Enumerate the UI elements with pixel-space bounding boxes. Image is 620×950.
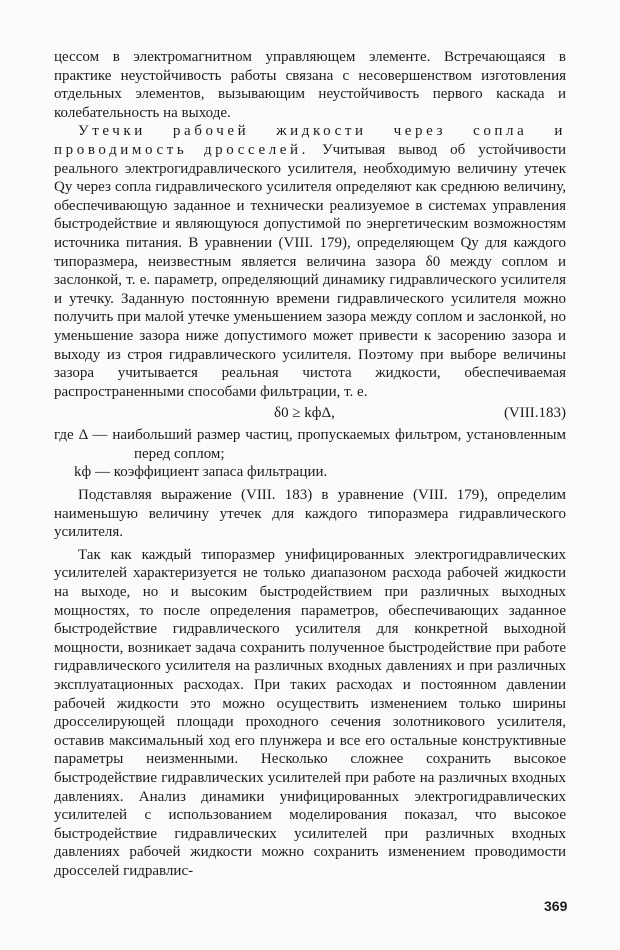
section-runin-heading: Утечки рабочей жидкости через сопла и проводимость дросселей. <box>54 123 566 158</box>
page-number: 369 <box>544 898 568 914</box>
definition-delta: где Δ — наибольший размер частиц, пропускаемых фильтром, установленным перед соплом; <box>54 427 566 462</box>
definition-kf: kф — коэффициент запаса фильтрации. <box>74 464 328 481</box>
paragraph-typesize: Так как каждый типоразмер унифицированных электрогидравлических усилителей характеризуется не только диапазоном расхода рабочей жидкости на выходе, но и высоким быстродействием при различных выходных мощностях, то после определения параметров, обеспечивающих заданное быстродействие гидравлического усилителя для конкретной выходной мощности, возникает задача сохранить полученное быстродействие при работе гидравлического усилителя на различных входных давлениях и при различных эксплуатационных расходах. При таких расходах и постоянном давлении рабочей жидкости это можно осуществить изменением только ширины дросселирующей площади проходного сечения золотникового усилителя, оставив максимальный ход его плунжера и все его остальные конструктивные параметры неизменными. Несколько сложнее сохранить высокое быстродействие гидравлических усилителей при работе на различных входных давлениях. Анализ динамики унифицированных электрогидравлических усилителей с использованием моделирования показал, что высокое быстродействие гидравлических усилителей при различных входных давлениях рабочей жидкости можно сохранить изменением проводимости дросселей гидравлис- <box>54 546 566 879</box>
text-column <box>54 48 566 881</box>
paragraph-leaks-body: Учитывая вывод об устойчивости реального электрогидравлического усилителя, необходимую величину утечек Qу через сопла гидравлического усилителя определяют как среднюю величину, обеспечивающую заданное и технически реализуемое в системах управления быстродействие и являющуюся допустимой по энергетическим возможностям источника питания. В уравнении (VIII. 179), определяющем Qу для каждого типоразмера, неизвестным является величина зазора δ0 между соплом и заслонкой, т. е. параметр, определяющий динамику гидравлического усилителя и утечку. Заданную постоянную времени гидравлического усилителя можно получить при малой утечке уменьшением зазора между соплом и заслонкой, но уменьшение зазора ниже допустимого может привести к засорению зазора и выходу из строя гидравлического усилителя. Поэтому при выборе величины зазора учитывается реальная чистота жидкости, обеспечиваемая распространенными способами фильтрации, т. е. <box>54 141 566 400</box>
formula-viii-183 <box>54 404 566 424</box>
paragraph-leaks <box>54 122 566 401</box>
paragraph-substitute: Подставляя выражение (VIII. 183) в уравнение (VIII. 179), определим наименьшую величину утечек для каждого типоразмера гидравлического усилителя. <box>54 487 566 541</box>
formula-number: (VIII.183) <box>503 405 566 422</box>
paragraph-continuation: цессом в электромагнитном управляющем элементе. Встречающаяся в практике неустойчивость работы связана с несовершенством изготовления отдельных элементов, вызывающим неустойчивость первого каскада и колебательность на выходе. <box>54 49 566 121</box>
formula-expression: δ0 ≥ kфΔ, <box>274 405 335 422</box>
